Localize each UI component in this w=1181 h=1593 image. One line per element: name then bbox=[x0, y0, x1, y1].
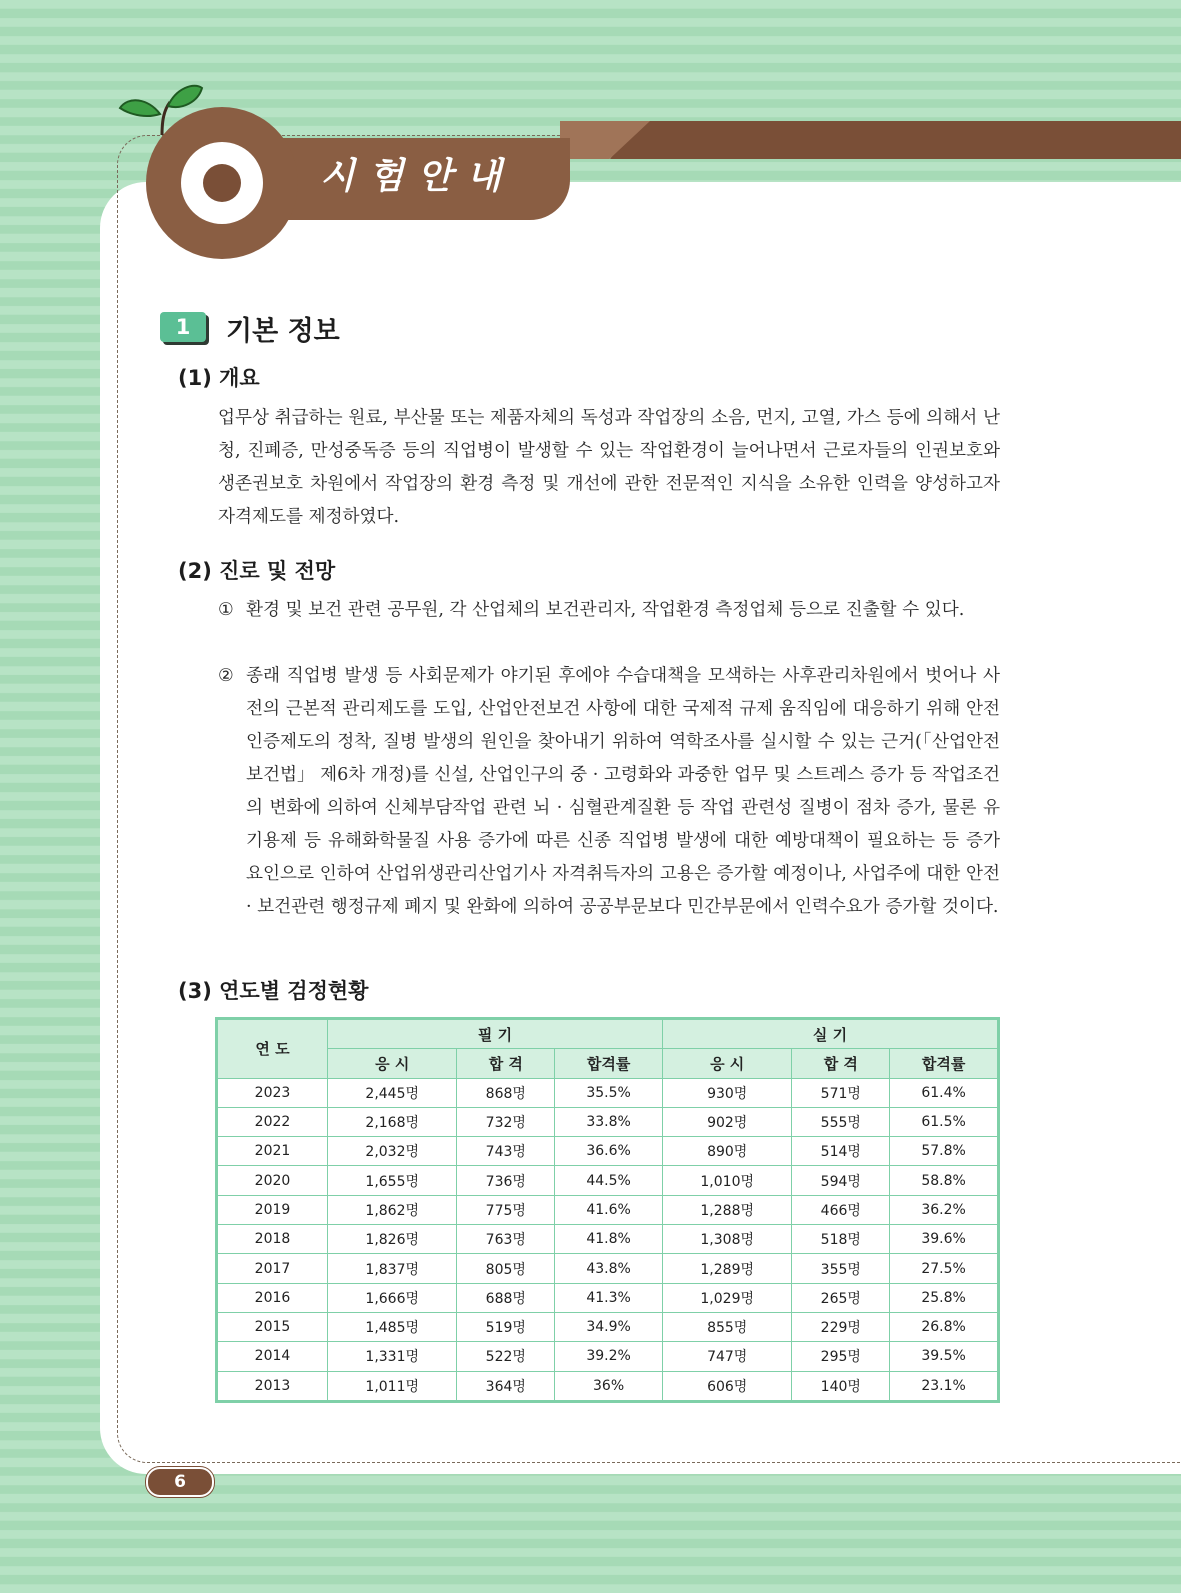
table-cell: 34.9% bbox=[555, 1312, 663, 1341]
table-cell: 868명 bbox=[457, 1078, 555, 1107]
table-cell: 1,655명 bbox=[328, 1166, 457, 1195]
table-cell: 58.8% bbox=[890, 1166, 998, 1195]
table-cell: 2,032명 bbox=[328, 1137, 457, 1166]
overview-text: 업무상 취급하는 원료, 부산물 또는 제품자체의 독성과 작업장의 소음, 먼지, 고열, 가스 등에 의해서 난청, 진폐증, 만성중독증 등의 직업병이 발생할 수 있는 작업환경이 늘어나면서 근로자들의 인권보호와 생존권보호 차원에서 작업장의 환경 측정 및 개선에 관한 전문적인 지식을 소유한 인력을 양성하고자 자격제도를 제정하였다. bbox=[218, 408, 1000, 527]
table-cell: 743명 bbox=[457, 1137, 555, 1166]
year-cell: 2022 bbox=[218, 1107, 328, 1136]
table-cell: 1,289명 bbox=[662, 1254, 791, 1283]
table-row bbox=[218, 1312, 998, 1341]
table-cell: 1,331명 bbox=[328, 1342, 457, 1371]
table-cell: 229명 bbox=[792, 1312, 890, 1341]
table-cell: 518명 bbox=[792, 1225, 890, 1254]
subheader-cell: 응 시 bbox=[662, 1049, 791, 1078]
group-practical: 실 기 bbox=[662, 1020, 997, 1049]
table-cell: 2,445명 bbox=[328, 1078, 457, 1107]
table-cell: 36.6% bbox=[555, 1137, 663, 1166]
page-number: 6 bbox=[146, 1467, 214, 1497]
table-cell: 1,826명 bbox=[328, 1225, 457, 1254]
year-cell: 2013 bbox=[218, 1371, 328, 1400]
table-cell: 606명 bbox=[662, 1371, 791, 1400]
table-row bbox=[218, 1195, 998, 1224]
table-cell: 555명 bbox=[792, 1107, 890, 1136]
table-row bbox=[218, 1166, 998, 1195]
table-cell: 522명 bbox=[457, 1342, 555, 1371]
table-cell: 805명 bbox=[457, 1254, 555, 1283]
table-cell: 33.8% bbox=[555, 1107, 663, 1136]
table-cell: 2,168명 bbox=[328, 1107, 457, 1136]
subheader-row bbox=[218, 1049, 998, 1078]
table-cell: 39.5% bbox=[890, 1342, 998, 1371]
career-item-text: 환경 및 보건 관련 공무원, 각 산업체의 보건관리자, 작업환경 측정업체 등으로 진출할 수 있다. bbox=[246, 600, 965, 620]
table-cell: 364명 bbox=[457, 1371, 555, 1400]
table-cell: 61.4% bbox=[890, 1078, 998, 1107]
table-cell: 41.6% bbox=[555, 1195, 663, 1224]
table-cell: 36.2% bbox=[890, 1195, 998, 1224]
table-cell: 265명 bbox=[792, 1283, 890, 1312]
career-item bbox=[218, 660, 1000, 924]
table-cell: 355명 bbox=[792, 1254, 890, 1283]
table-cell: 775명 bbox=[457, 1195, 555, 1224]
table-cell: 1,288명 bbox=[662, 1195, 791, 1224]
stats-heading: (3) 연도별 검정현황 bbox=[178, 979, 369, 1003]
table-row bbox=[218, 1283, 998, 1312]
table-cell: 39.6% bbox=[890, 1225, 998, 1254]
header-title: 시험안내 bbox=[320, 155, 516, 197]
table-cell: 519명 bbox=[457, 1312, 555, 1341]
header-bar bbox=[610, 121, 1181, 159]
table-cell: 1,862명 bbox=[328, 1195, 457, 1224]
circle-core bbox=[203, 164, 241, 202]
career-item bbox=[218, 594, 1000, 627]
year-cell: 2017 bbox=[218, 1254, 328, 1283]
table-cell: 1,010명 bbox=[662, 1166, 791, 1195]
table-cell: 35.5% bbox=[555, 1078, 663, 1107]
table-cell: 57.8% bbox=[890, 1137, 998, 1166]
table-cell: 571명 bbox=[792, 1078, 890, 1107]
career-heading: (2) 진로 및 전망 bbox=[178, 559, 336, 583]
table-cell: 1,837명 bbox=[328, 1254, 457, 1283]
table-row bbox=[218, 1225, 998, 1254]
table-row bbox=[218, 1371, 998, 1400]
year-cell: 2015 bbox=[218, 1312, 328, 1341]
year-cell: 2018 bbox=[218, 1225, 328, 1254]
group-written: 필 기 bbox=[328, 1020, 663, 1049]
table-cell: 41.8% bbox=[555, 1225, 663, 1254]
section-title: 기본 정보 bbox=[226, 316, 340, 347]
career-item-text: 종래 직업병 발생 등 사회문제가 야기된 후에야 수습대책을 모색하는 사후관리차원에서 벗어나 사전의 근본적 관리제도를 도입, 산업안전보건 사항에 대한 국제적 규제 움직임에 대응하기 위해 안전인증제도의 정착, 질병 발생의 원인을 찾아내기 위하여 역학조사를 실시할 수 있는 근거(「산업안전보건법」 제6차 개정)를 신설, 산업인구의 중 · 고령화와 과중한 업무 및 스트레스 증가 등 작업조건의 변화에 의하여 신체부담작업 관련 뇌 · 심혈관계질환 등 작업 관련성 질병이 점차 증가, 물론 유기용제 등 유해화학물질 사용 증가에 따른 신종 직업병 발생에 대한 예방대책이 필요하는 등 증가 요인으로 인하여 산업위생관리산업기사 자격취득자의 고용은 증가할 예정이나, 사업주에 대한 안전 · 보건관련 행정규제 폐지 및 완화에 의하여 공공부문보다 민간부문에서 인력수요가 증가할 것이다. bbox=[246, 666, 1000, 917]
table-row bbox=[218, 1254, 998, 1283]
table-cell: 747명 bbox=[662, 1342, 791, 1371]
table-cell: 41.3% bbox=[555, 1283, 663, 1312]
table-cell: 140명 bbox=[792, 1371, 890, 1400]
table-cell: 39.2% bbox=[555, 1342, 663, 1371]
table-cell: 61.5% bbox=[890, 1107, 998, 1136]
table-cell: 36% bbox=[555, 1371, 663, 1400]
table-cell: 855명 bbox=[662, 1312, 791, 1341]
table-row bbox=[218, 1342, 998, 1371]
table-cell: 1,666명 bbox=[328, 1283, 457, 1312]
year-cell: 2019 bbox=[218, 1195, 328, 1224]
stats-table bbox=[217, 1019, 998, 1401]
subheader-cell: 합 격 bbox=[457, 1049, 555, 1078]
table-cell: 25.8% bbox=[890, 1283, 998, 1312]
year-cell: 2020 bbox=[218, 1166, 328, 1195]
year-cell: 2021 bbox=[218, 1137, 328, 1166]
table-cell: 295명 bbox=[792, 1342, 890, 1371]
subheader-cell: 합격률 bbox=[555, 1049, 663, 1078]
table-cell: 466명 bbox=[792, 1195, 890, 1224]
table-cell: 902명 bbox=[662, 1107, 791, 1136]
table-cell: 26.8% bbox=[890, 1312, 998, 1341]
table-row bbox=[218, 1107, 998, 1136]
table-cell: 890명 bbox=[662, 1137, 791, 1166]
table-cell: 23.1% bbox=[890, 1371, 998, 1400]
leaf-icon bbox=[118, 80, 208, 140]
table-cell: 1,308명 bbox=[662, 1225, 791, 1254]
table-cell: 736명 bbox=[457, 1166, 555, 1195]
subheader-cell: 합 격 bbox=[792, 1049, 890, 1078]
table-cell: 27.5% bbox=[890, 1254, 998, 1283]
year-cell: 2016 bbox=[218, 1283, 328, 1312]
table-cell: 594명 bbox=[792, 1166, 890, 1195]
table-cell: 930명 bbox=[662, 1078, 791, 1107]
career-item-number: ② bbox=[218, 666, 234, 686]
overview-heading: (1) 개요 bbox=[178, 366, 260, 390]
table-cell: 44.5% bbox=[555, 1166, 663, 1195]
table-row bbox=[218, 1137, 998, 1166]
career-item-number: ① bbox=[218, 600, 234, 620]
subheader-cell: 응 시 bbox=[328, 1049, 457, 1078]
year-cell: 2014 bbox=[218, 1342, 328, 1371]
year-cell: 2023 bbox=[218, 1078, 328, 1107]
table-cell: 732명 bbox=[457, 1107, 555, 1136]
table-cell: 514명 bbox=[792, 1137, 890, 1166]
table-cell: 1,029명 bbox=[662, 1283, 791, 1312]
table-row bbox=[218, 1078, 998, 1107]
table-cell: 763명 bbox=[457, 1225, 555, 1254]
table-cell: 1,011명 bbox=[328, 1371, 457, 1400]
table-cell: 1,485명 bbox=[328, 1312, 457, 1341]
subheader-cell: 합격률 bbox=[890, 1049, 998, 1078]
table-cell: 688명 bbox=[457, 1283, 555, 1312]
section-number-badge: 1 bbox=[160, 312, 206, 342]
col-year: 연 도 bbox=[218, 1020, 328, 1079]
table-cell: 43.8% bbox=[555, 1254, 663, 1283]
